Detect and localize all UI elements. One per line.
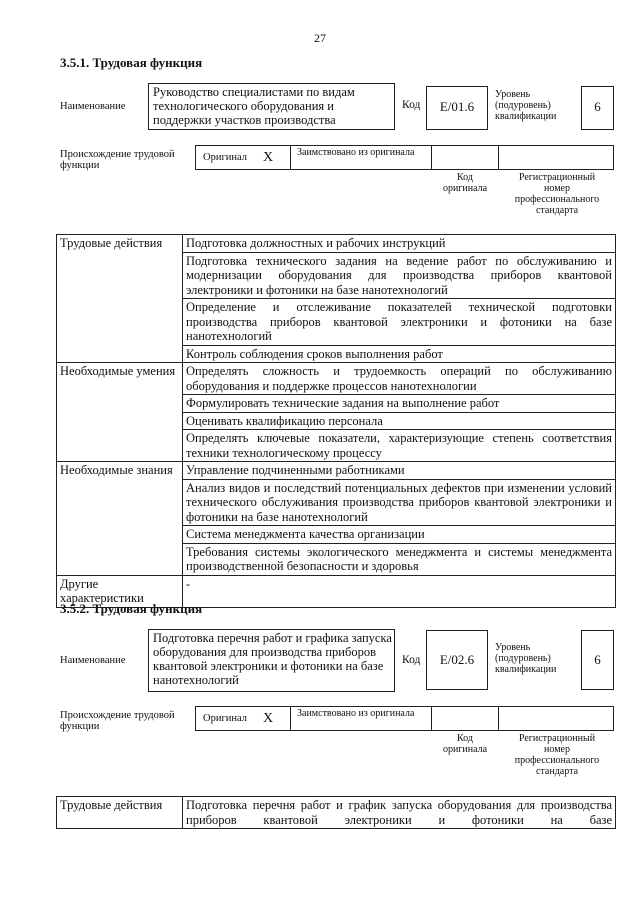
code-box [426, 630, 488, 690]
group-label: Трудовые действия [57, 235, 183, 363]
table-cell: Определять сложность и трудоемкость операций по обслуживанию оборудования и поддержке процессов нанотехнологии [183, 363, 616, 395]
function-details-table [56, 234, 616, 608]
borrowed-label: Заимствовано из оригинала [297, 708, 415, 719]
reg-number-cell [498, 706, 614, 731]
code-label: Код [402, 99, 421, 111]
table-cell: Формулировать технические задания на выполнение работ [183, 395, 616, 413]
table-row [57, 462, 616, 480]
borrowed-label: Заимствовано из оригинала [297, 147, 415, 158]
table-cell: Требования системы экологического менеджмента и системы менеджмента производственной безопасности и здоровья [183, 543, 616, 575]
level-box [581, 86, 614, 130]
section-heading: 3.5.2. Трудовая функция [60, 601, 203, 616]
origin-label: Происхождение трудовой функции [60, 710, 175, 732]
table-cell: Система менеджмента качества организации [183, 526, 616, 544]
table-cell: Подготовка перечня работ и график запуска оборудования для производства приборов квантовой электроники и фотоники на базе [183, 797, 616, 829]
reg-number-cell [498, 145, 614, 170]
level-box [581, 630, 614, 690]
function-details-table [56, 796, 616, 829]
level-label: Уровень (подуровень) квалификации [495, 642, 557, 675]
table-cell: - [183, 575, 616, 607]
code-box [426, 86, 488, 130]
function-name-box [148, 629, 395, 692]
original-mark: X [263, 149, 274, 165]
original-cell [195, 706, 291, 731]
level-value: 6 [594, 99, 601, 114]
name-label: Наименование [60, 655, 126, 666]
reg-number-caption: Регистрационный номер профессионального стандарта [514, 172, 600, 216]
table-row [57, 363, 616, 395]
table-cell: Анализ видов и последствий потенциальных дефектов при изменении условий технического обслуживания производства приборов квантовой электроники и фотоники на базе нанотехнологий [183, 479, 616, 526]
borrowed-cell [290, 145, 432, 170]
function-name-box [148, 83, 395, 130]
original-mark: X [263, 710, 274, 726]
original-cell [195, 145, 291, 170]
code-value: E/01.6 [439, 99, 475, 114]
table-cell: Определение и отслеживание показателей технической подготовки производства приборов квантовой электроники и фотоники на базе нанотехнологий [183, 299, 616, 346]
origin-label: Происхождение трудовой функции [60, 149, 175, 171]
group-label: Необходимые знания [57, 462, 183, 576]
code-original-cell [431, 145, 499, 170]
code-label: Код [402, 654, 421, 666]
table-cell: Контроль соблюдения сроков выполнения работ [183, 345, 616, 363]
original-label: Оригинал [203, 152, 247, 163]
reg-number-caption: Регистрационный номер профессионального стандарта [514, 733, 600, 777]
name-label: Наименование [60, 101, 126, 112]
table-cell: Определять ключевые показатели, характеризующие степень соответствия техники технологическому процессу [183, 430, 616, 462]
section-heading: 3.5.1. Трудовая функция [60, 55, 203, 70]
table-row [57, 235, 616, 253]
level-label: Уровень (подуровень) квалификации [495, 89, 557, 122]
table-cell: Подготовка должностных и рабочих инструкций [183, 235, 616, 253]
original-label: Оригинал [203, 713, 247, 724]
code-original-caption: Код оригинала [442, 733, 488, 755]
table-cell: Подготовка технического задания на ведение работ по обслуживанию и модернизации оборудования для производства приборов квантовой электроники и фотоники на базе нанотехнологий [183, 252, 616, 299]
code-original-cell [431, 706, 499, 731]
table-cell: Управление подчиненными работниками [183, 462, 616, 480]
level-value: 6 [594, 652, 601, 667]
table-cell: Оценивать квалификацию персонала [183, 412, 616, 430]
group-label: Необходимые умения [57, 363, 183, 462]
table-row [57, 797, 616, 829]
function-name: Подготовка перечня работ и графика запуска оборудования для производства приборов квантовой электроники и фотоники на базе нанотехнологий [153, 631, 392, 687]
code-value: E/02.6 [439, 652, 475, 667]
group-label: Другие характеристики [57, 575, 183, 607]
page-number: 27 [314, 31, 326, 45]
group-label: Трудовые действия [57, 797, 183, 829]
function-name: Руководство специалистами по видам технологического оборудования и поддержки участков производства [153, 85, 355, 127]
borrowed-cell [290, 706, 432, 731]
code-original-caption: Код оригинала [442, 172, 488, 194]
